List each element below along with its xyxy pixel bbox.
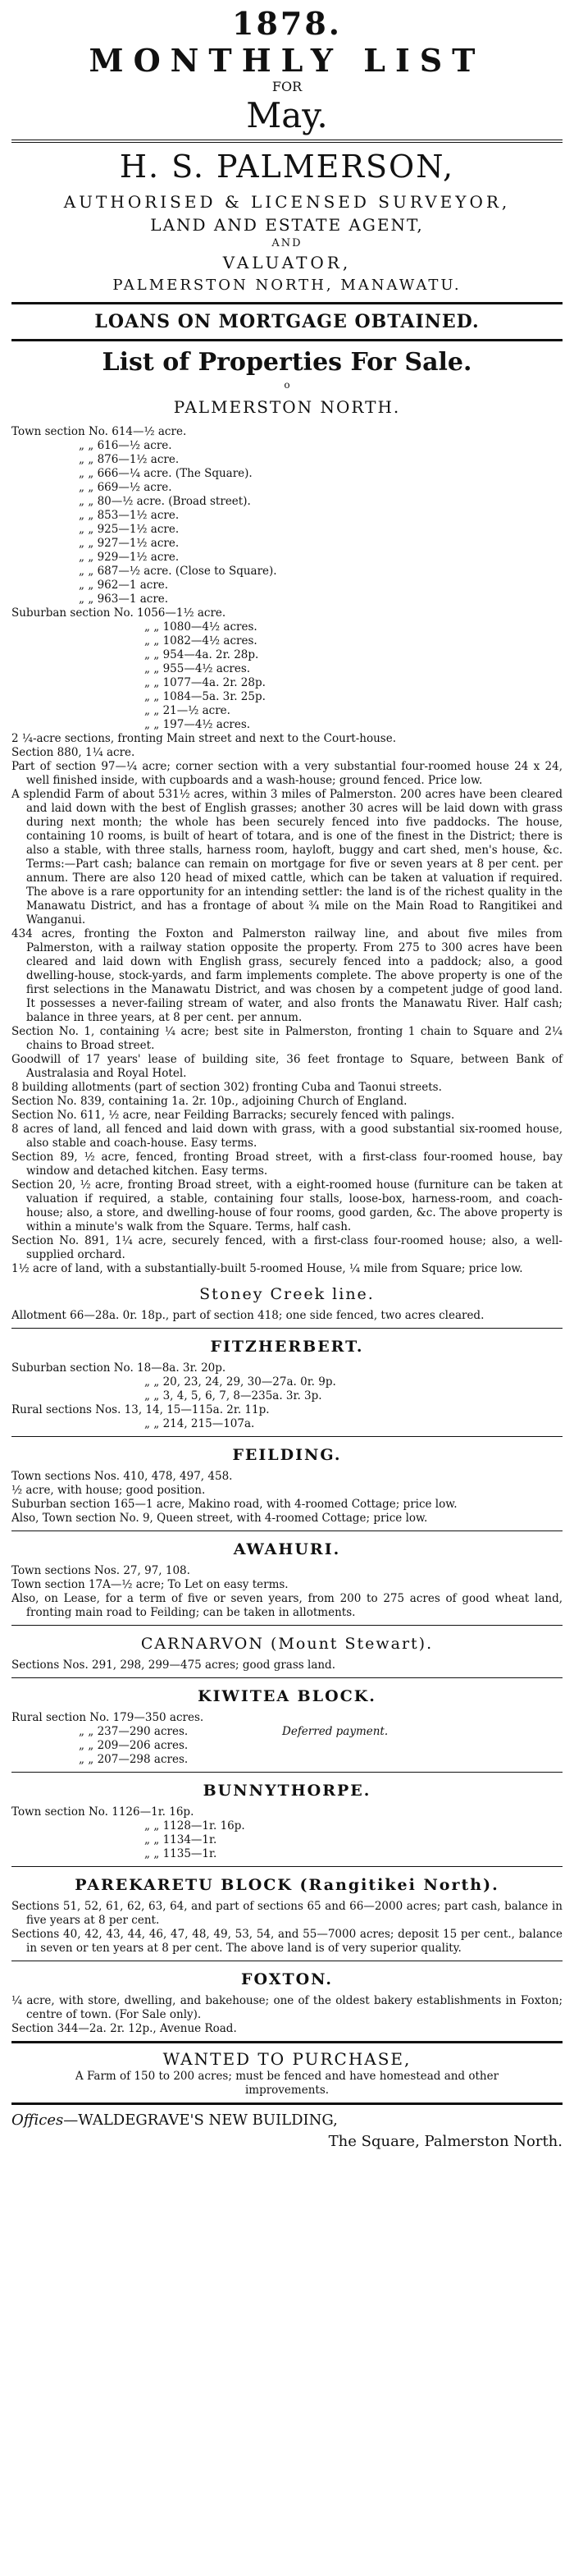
loans-heading: LOANS ON MORTGAGE OBTAINED.	[94, 311, 480, 332]
for-label: FOR	[271, 79, 303, 94]
kiwitea-heading: KIWITEA BLOCK.	[198, 1687, 376, 1705]
divider	[11, 1866, 563, 1867]
listing: Town sections Nos. 27, 97, 108.	[11, 1564, 190, 1577]
list-item: „ „ 197—4½ acres.	[144, 718, 251, 731]
listing: Sections 40, 42, 43, 44, 46, 47, 48, 49, 53, 54, and 55—7000 acres; deposit 15 per cent., balance in seven or ten years at 8 per cent. The above land is of very superior quality.	[11, 1928, 563, 1955]
list-item: „ „ 1080—4½ acres.	[144, 620, 257, 634]
list-item: „ „ 666—¼ acre. (The Square).	[79, 467, 253, 480]
list-item: „ „ 669—½ acre.	[79, 481, 172, 494]
listing: Sections 51, 52, 61, 62, 63, 64, and part of sections 65 and 66—2000 acres; part cash, balance in five years at 8 per cent.	[11, 1900, 563, 1927]
divider	[11, 1625, 563, 1626]
kiwitea-listings	[11, 1711, 563, 1767]
listing: Section 20, ½ acre, fronting Broad street, with a eight-roomed house (furniture can be taken at valuation if required, a stable, containing four stalls, loose-box, harness-room, and coach-house; also, a store, and dwelling-house of four rooms, good garden, &c. The above property is within a minute's walk from the Square. Terms, half cash.	[11, 1178, 563, 1233]
foxton-heading: FOXTON.	[241, 1970, 333, 1988]
palmerston-suburban-sections	[11, 606, 563, 732]
list-title: MONTHLY LIST	[89, 42, 485, 79]
palmerston-listings	[11, 732, 563, 1276]
list-item: Town section No. 1126—1r. 16p.	[11, 1805, 194, 1819]
listing: ½ acre, with house; good position.	[11, 1484, 206, 1497]
awahuri-heading: AWAHURI.	[233, 1540, 341, 1558]
listing: 1½ acre of land, with a substantially-built 5-roomed House, ¼ mile from Square; price low.	[11, 1262, 523, 1275]
list-item: „ „ 954—4a. 2r. 28p.	[144, 648, 259, 661]
month: May.	[246, 95, 328, 135]
offices-building: —WALDEGRAVE'S NEW BUILDING,	[63, 2112, 338, 2129]
divider	[11, 339, 563, 341]
list-item: „ „ 962—1 acre.	[79, 579, 169, 592]
listing: Section 89, ½ acre, fenced, fronting Broad street, with a first-class four-roomed house, bay window and detached kitchen. Easy terms.	[11, 1151, 563, 1178]
listing: Section No. 1, containing ¼ acre; best site in Palmerston, fronting 1 chain to Square and 2¼ chains to Broad street.	[11, 1025, 563, 1052]
palmerston-heading: PALMERSTON NORTH.	[173, 397, 401, 417]
list-item: „ „ 616—½ acre.	[79, 439, 172, 452]
wanted-heading: WANTED TO PURCHASE,	[162, 2049, 412, 2069]
list-item: „ „ 927—1½ acre.	[79, 537, 180, 550]
listing: Town sections Nos. 410, 478, 497, 458.	[11, 1470, 233, 1483]
feilding-heading: FEILDING.	[232, 1446, 342, 1464]
listing: Sections Nos. 291, 298, 299—475 acres; good grass land.	[11, 1659, 335, 1672]
listing: ¼ acre, with store, dwelling, and bakehouse; one of the oldest bakery establishments in Foxton; centre of town. (For Sale only).	[11, 1994, 563, 2021]
bunnythorpe-listings	[11, 1805, 563, 1861]
agent-title-2: LAND AND ESTATE AGENT,	[150, 215, 424, 235]
list-item: „ „ 214, 215—107a.	[144, 1417, 255, 1430]
listing: 8 acres of land, all fenced and laid down with grass, with a good substantial six-roomed house, also stable and coach-house. Easy terms.	[11, 1123, 563, 1150]
wanted-text: A Farm of 150 to 200 acres; must be fenced and have homestead and other improvements.	[75, 2070, 499, 2097]
listing: Also, Town section No. 9, Queen street, with 4-roomed Cottage; price low.	[11, 1512, 428, 1525]
list-item: „ „ 925—1½ acre.	[79, 523, 180, 536]
offices-label: Offices	[11, 2112, 64, 2129]
bunnythorpe-heading: BUNNYTHORPE.	[203, 1782, 371, 1800]
list-item: „ „ 1134—1r.	[144, 1833, 217, 1846]
stoney-creek-heading: Stoney Creek line.	[199, 1285, 375, 1303]
list-item: „ „ 853—1½ acre.	[79, 509, 180, 522]
listing: 434 acres, fronting the Foxton and Palmerston railway line, and about five miles from Palmerston, with a railway station opposite the property. From 275 to 300 acres have been cleared and laid down with English grass, securely fenced into a paddock; also, a good dwelling-house, stock-yards, and farm implements complete. The above property is one of the first selections in the Manawatu District, and was chosen by a competent judge of good land. It possesses a never-failing stream of water, and also fronts the Manawatu River. Half cash; balance in three years, at 8 per cent. per annum.	[11, 927, 563, 1024]
foxton-listings	[11, 1994, 563, 2036]
divider	[11, 1436, 563, 1437]
list-item: „ „ 20, 23, 24, 29, 30—27a. 0r. 9p.	[144, 1375, 336, 1389]
divider	[11, 140, 563, 143]
list-item: „ „ 207—298 acres.	[79, 1753, 189, 1766]
carnarvon-heading: CARNARVON (Mount Stewart).	[140, 1635, 434, 1653]
divider	[11, 302, 563, 304]
listing: Allotment 66—28a. 0r. 18p., part of section 418; one side fenced, two acres cleared.	[11, 1309, 485, 1322]
listing: Part of section 97—¼ acre; corner section with a very substantial four-roomed house 24 x 24, well finished inside, with cupboards and a wash-house; ground fenced. Price low.	[11, 760, 563, 787]
list-item: Rural section No. 179—350 acres.	[11, 1711, 204, 1724]
fitzherbert-heading: FITZHERBERT.	[210, 1338, 364, 1356]
parekaretu-heading: PAREKARETU BLOCK (Rangitikei North).	[75, 1876, 499, 1894]
listing: 8 building allotments (part of section 302) fronting Cuba and Taonui streets.	[11, 1081, 442, 1094]
agent-and: AND	[271, 237, 303, 249]
list-item: „ „ 963—1 acre.	[79, 593, 169, 606]
divider	[11, 2102, 563, 2105]
listing: Goodwill of 17 years' lease of building site, 36 feet frontage to Square, between Bank of Australasia and Royal Hotel.	[11, 1053, 563, 1080]
list-item: „ „ 21—½ acre.	[144, 704, 230, 717]
listing: Section No. 891, 1¼ acre, securely fenced, with a first-class four-roomed house; also, a well-supplied orchard.	[11, 1234, 563, 1261]
list-item: „ „ 1128—1r. 16p.	[144, 1819, 245, 1832]
listing: Section No. 611, ½ acre, near Feilding Barracks; securely fenced with palings.	[11, 1109, 455, 1122]
offices-address: The Square, Palmerston North.	[328, 2133, 563, 2150]
list-item: Suburban section No. 1056—1½ acre.	[11, 606, 226, 620]
divider	[11, 1772, 563, 1773]
feilding-listings	[11, 1470, 563, 1526]
parekaretu-listings	[11, 1900, 563, 1956]
list-item: Town section No. 614—½ acre.	[11, 425, 187, 438]
list-item: „ „ 237—290 acres.	[79, 1725, 189, 1738]
awahuri-listings	[11, 1564, 563, 1620]
list-item: „ „ 80—½ acre. (Broad street).	[79, 495, 251, 508]
list-item: Rural sections Nos. 13, 14, 15—115a. 2r. 11p.	[11, 1403, 270, 1416]
ornament: o	[284, 379, 290, 391]
properties-heading: List of Properties For Sale.	[102, 348, 472, 377]
palmerston-town-sections	[11, 425, 563, 606]
fitzherbert-listings	[11, 1361, 563, 1431]
divider	[11, 1677, 563, 1678]
divider	[11, 1328, 563, 1329]
deferred-payment-note: Deferred payment.	[282, 1725, 389, 1738]
list-item: Suburban section No. 18—8a. 3r. 20p.	[11, 1361, 226, 1375]
list-item: „ „ 687—½ acre. (Close to Square).	[79, 565, 277, 578]
list-item: „ „ 1135—1r.	[144, 1847, 217, 1860]
listing: 2 ¼-acre sections, fronting Main street and next to the Court-house.	[11, 732, 396, 745]
list-item: „ „ 209—206 acres.	[79, 1739, 189, 1752]
list-item: „ „ 929—1½ acre.	[79, 551, 180, 564]
listing: Section 344—2a. 2r. 12p., Avenue Road.	[11, 2022, 237, 2035]
listing: A splendid Farm of about 531½ acres, within 3 miles of Palmerston. 200 acres have been cleared and laid down with the best of English grasses; another 30 acres will be laid down with grass during next month; the whole has been securely fenced into five paddocks. The house, containing 10 rooms, is built of heart of totara, and is one of the finest in the District; there is also a stable, with three stalls, harness room, hayloft, buggy and cart shed, men's house, &c. Terms:—Part cash; balance can remain on mortgage for five or seven years at 8 per cent. per annum. There are also 120 head of mixed cattle, which can be taken at valuation if required. The above is a rare opportunity for an intending settler: the land is of the richest quality in the Manawatu District, and has a frontage of about ¾ mile on the Main Road to Rangitikei and Wanganui.	[11, 788, 563, 927]
list-item: „ „ 1082—4½ acres.	[144, 634, 257, 647]
agent-name: H. S. PALMERSON,	[119, 149, 455, 185]
divider	[11, 2041, 563, 2043]
list-item: „ „ 3, 4, 5, 6, 7, 8—235a. 3r. 3p.	[144, 1389, 322, 1402]
listing: Town section 17A—½ acre; To Let on easy terms.	[11, 1578, 289, 1591]
agent-address: PALMERSTON NORTH, MANAWATU.	[112, 277, 462, 294]
listing: Section 880, 1¼ acre.	[11, 746, 135, 759]
list-item: „ „ 955—4½ acres.	[144, 662, 251, 675]
agent-title-1: AUTHORISED & LICENSED SURVEYOR,	[63, 192, 511, 212]
year: 1878.	[232, 5, 342, 42]
offices	[11, 2110, 563, 2153]
list-item: „ „ 876—1½ acre.	[79, 453, 180, 466]
listing: Suburban section 165—1 acre, Makino road, with 4-roomed Cottage; price low.	[11, 1498, 458, 1511]
listing: Also, on Lease, for a term of five or seven years, from 200 to 275 acres of good wheat land, fronting main road to Feilding; can be taken in allotments.	[11, 1592, 563, 1619]
list-item: „ „ 1084—5a. 3r. 25p.	[144, 690, 266, 703]
listing: Section No. 839, containing 1a. 2r. 10p., adjoining Church of England.	[11, 1095, 408, 1108]
list-item: „ „ 1077—4a. 2r. 28p.	[144, 676, 266, 689]
agent-title-3: VALUATOR,	[222, 253, 352, 272]
